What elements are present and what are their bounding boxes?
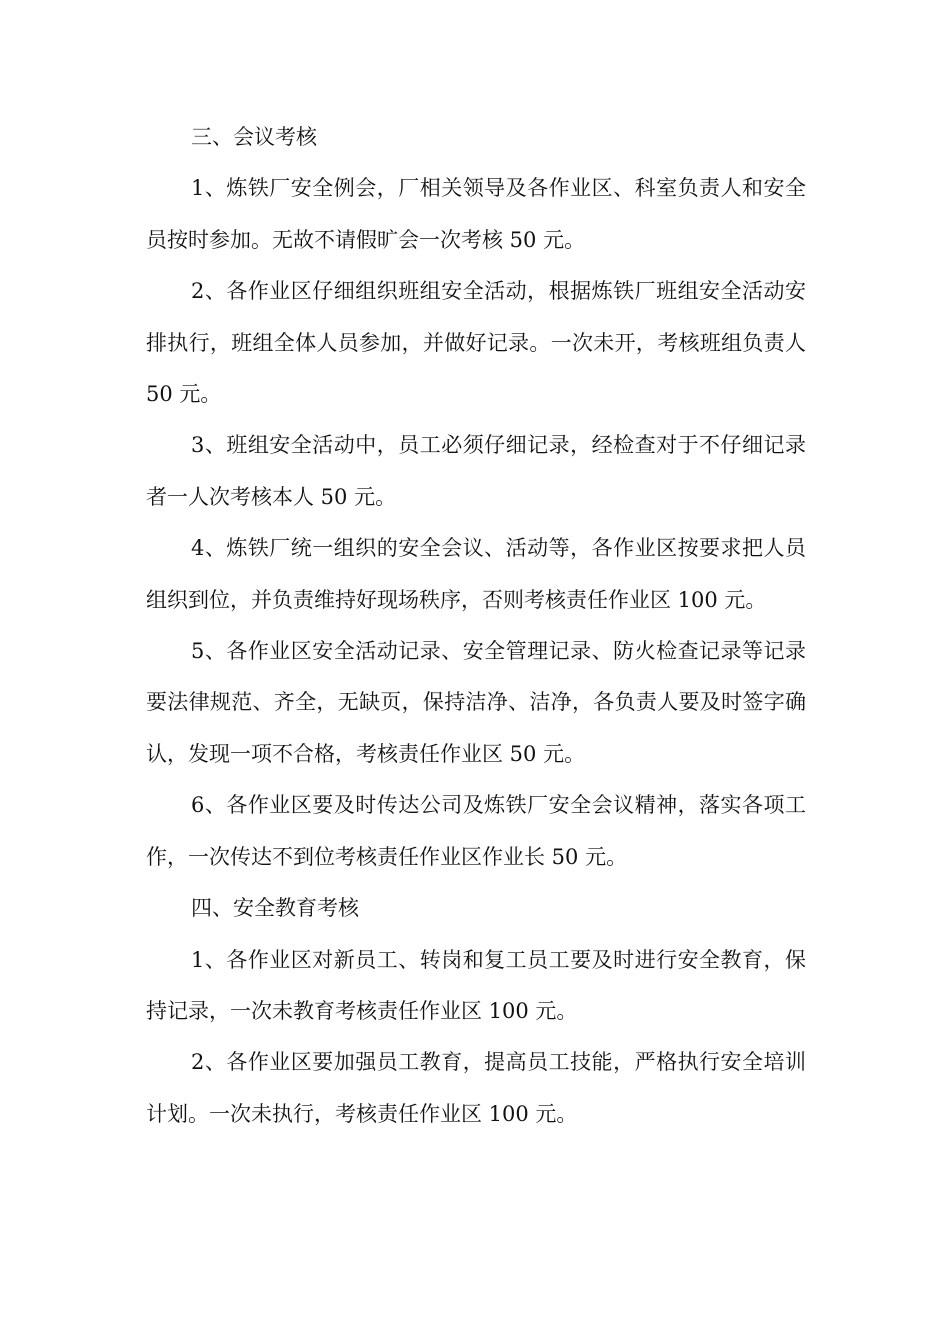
section-heading-safety-education: 四、安全教育考核 [191,896,359,921]
paragraph-meeting-5: 5、各作业区安全活动记录、安全管理记录、防火检查记录等记录要法律规范、齐全，无缺页，保持洁净、洁净，各负责人要及时签字确认，发现一项不合格，考核责任作业区 50 元。 [146,639,806,766]
paragraph-meeting-6: 6、各作业区要及时传达公司及炼铁厂安全会议精神，落实各项工作，一次传达不到位考核责任作业区作业长 50 元。 [146,793,806,869]
paragraph-meeting-1: 1、炼铁厂安全例会，厂相关领导及各作业区、科室负责人和安全员按时参加。无故不请假旷会一次考核 50 元。 [146,176,806,252]
paragraph-education-1: 1、各作业区对新员工、转岗和复工员工要及时进行安全教育，保持记录，一次未教育考核责任作业区 100 元。 [146,947,806,1023]
paragraph-meeting-3: 3、班组安全活动中，员工必须仔细记录，经检查对于不仔细记录者一人次考核本人 50 元。 [146,433,806,509]
section-heading-meetings: 三、会议考核 [191,125,317,149]
document-page [146,112,806,1140]
paragraph-education-2: 2、各作业区要加强员工教育，提高员工技能，严格执行安全培训计划。一次未执行，考核责任作业区 100 元。 [146,1050,806,1126]
paragraph-meeting-2: 2、各作业区仔细组织班组安全活动，根据炼铁厂班组安全活动安排执行，班组全体人员参加，并做好记录。一次未开，考核班组负责人 50 元。 [146,279,806,407]
paragraph-meeting-4: 4、炼铁厂统一组织的安全会议、活动等，各作业区按要求把人员组织到位，并负责维持好现场秩序，否则考核责任作业区 100 元。 [146,536,806,612]
